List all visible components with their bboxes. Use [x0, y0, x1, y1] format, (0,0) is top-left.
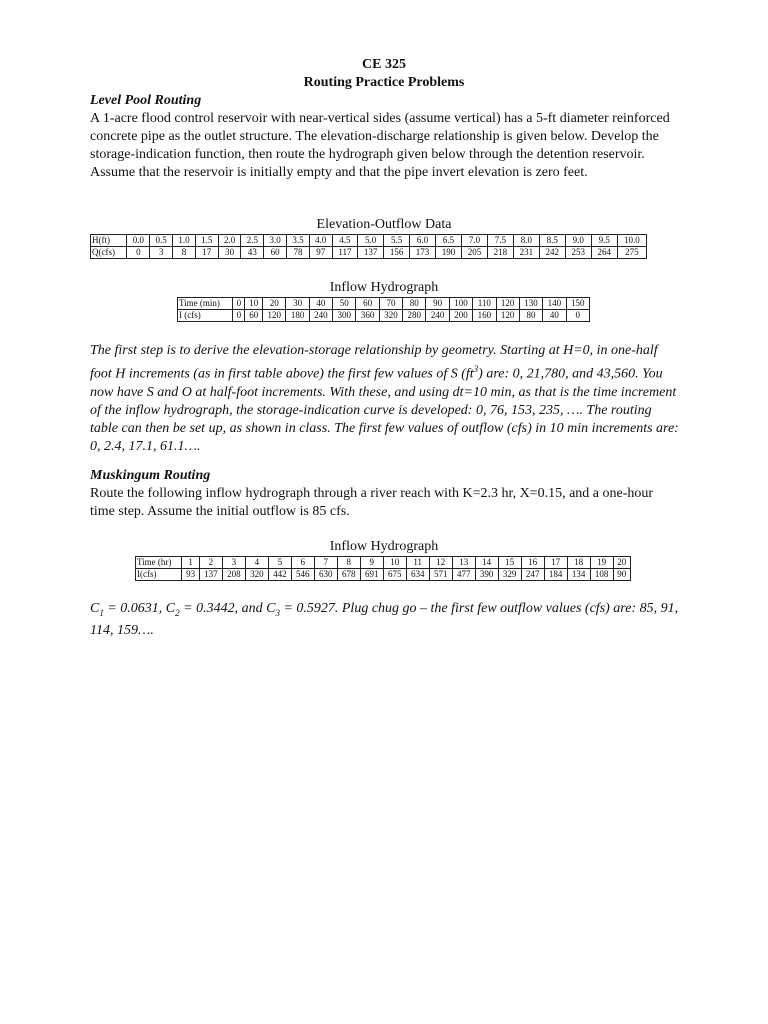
table-cell: 7.0 [461, 235, 487, 247]
inflow-hydrograph-table-1 [177, 297, 590, 322]
table-cell: 231 [513, 247, 539, 259]
superscript: 3 [473, 364, 479, 374]
table-cell: 156 [384, 247, 410, 259]
table-cell: 8 [173, 247, 196, 259]
row-label: I(cfs) [136, 569, 182, 581]
table-cell: 329 [498, 569, 521, 581]
table-cell: 93 [182, 569, 199, 581]
table-cell: 9 [360, 557, 383, 569]
table-cell: 108 [590, 569, 613, 581]
table-cell: 134 [567, 569, 590, 581]
table-cell: 205 [461, 247, 487, 259]
level-pool-solution [90, 342, 680, 456]
table-cell: 5.5 [384, 235, 410, 247]
table-cell: 60 [264, 247, 287, 259]
table-cell: 10 [383, 557, 406, 569]
table-cell: 1 [182, 557, 199, 569]
table-cell: 78 [287, 247, 310, 259]
table-cell: 634 [406, 569, 429, 581]
level-pool-heading: Level Pool Routing [90, 93, 202, 108]
table-cell: 190 [436, 247, 462, 259]
c2-value: = 0.3442, and [179, 601, 267, 616]
table-cell: 14 [475, 557, 498, 569]
table-cell: 242 [539, 247, 565, 259]
table-cell: 120 [496, 310, 519, 322]
table-cell: 691 [360, 569, 383, 581]
row-label: Time (hr) [136, 557, 182, 569]
table-cell: 3.0 [264, 235, 287, 247]
table-cell: 117 [332, 247, 358, 259]
subscript: 2 [175, 607, 180, 618]
table-cell: 6.0 [410, 235, 436, 247]
inflow-hydrograph-caption-1: Inflow Hydrograph [329, 280, 439, 295]
solution-text-a: The first step is to derive the elevation-storage relationship by geometry. Starting at H=0, in one-half foot H increments (as in first table above) the first few values of S (ft [90, 343, 658, 382]
table-cell: 10 [245, 298, 263, 310]
table-cell: 477 [452, 569, 475, 581]
table-row [178, 310, 590, 322]
table-cell: 8 [337, 557, 360, 569]
table-cell: 20 [263, 298, 286, 310]
table-cell: 20 [613, 557, 630, 569]
table-row [136, 557, 631, 569]
table-cell: 360 [356, 310, 379, 322]
table-cell: 0.5 [150, 235, 173, 247]
table-cell: 4.0 [309, 235, 332, 247]
table-cell: 264 [591, 247, 617, 259]
row-label: Q(cfs) [91, 247, 127, 259]
table-cell: 546 [291, 569, 314, 581]
level-pool-intro: A 1-acre flood control reservoir with near-vertical sides (assume vertical) has a 5-ft diameter reinforced concrete pipe as the outlet structure. The elevation-discharge relationship is given below. Develop the storage-indication function, then route the hydrograph given below through the detention reservoir. Assume that the reservoir is initially empty and that the pipe invert elevation is zero feet. [90, 111, 670, 180]
table-cell: 173 [410, 247, 436, 259]
table-cell: 8.0 [513, 235, 539, 247]
table-cell: 200 [449, 310, 472, 322]
table-cell: 320 [379, 310, 402, 322]
c1-symbol: C [90, 601, 100, 616]
table-cell: 100 [449, 298, 472, 310]
table-cell: 4.5 [332, 235, 358, 247]
table-cell: 0.0 [127, 235, 150, 247]
table-cell: 19 [590, 557, 613, 569]
table-cell: 275 [617, 247, 646, 259]
table-cell: 6 [291, 557, 314, 569]
table-cell: 0 [233, 298, 245, 310]
table-cell: 17 [195, 247, 218, 259]
table-cell: 110 [473, 298, 496, 310]
table-cell: 675 [383, 569, 406, 581]
table-cell: 300 [333, 310, 356, 322]
subscript: 1 [99, 607, 104, 618]
elevation-outflow-table [90, 234, 647, 259]
table-cell: 10.0 [617, 235, 646, 247]
table-cell: 11 [406, 557, 429, 569]
table-cell: 17 [544, 557, 567, 569]
table-cell: 60 [245, 310, 263, 322]
table-cell: 0 [566, 310, 589, 322]
table-cell: 140 [543, 298, 566, 310]
table-cell: 9.0 [565, 235, 591, 247]
table-cell: 18 [567, 557, 590, 569]
table-cell: 15 [498, 557, 521, 569]
table-cell: 7.5 [487, 235, 513, 247]
table-cell: 4 [245, 557, 268, 569]
table-cell: 40 [543, 310, 566, 322]
table-cell: 247 [521, 569, 544, 581]
table-cell: 130 [519, 298, 542, 310]
table-cell: 253 [565, 247, 591, 259]
table-cell: 16 [521, 557, 544, 569]
table-cell: 5 [268, 557, 291, 569]
table-cell: 6.5 [436, 235, 462, 247]
table-cell: 90 [613, 569, 630, 581]
table-cell: 240 [426, 310, 449, 322]
table-cell: 120 [263, 310, 286, 322]
table-cell: 2 [199, 557, 222, 569]
table-row [91, 235, 647, 247]
table-cell: 9.5 [591, 235, 617, 247]
table-cell: 50 [333, 298, 356, 310]
row-label: H(ft) [91, 235, 127, 247]
solution-text-b: ) are: 0, 21,780, and 43,560. You now have S and O at half-foot increments. With these, and using dt=10 min, as that is the time increment of the inflow hydrograph, the storage-indication curve is developed: 0, 76, 153, 235, …. The routing table can then be set up, as shown in class. The first few values of outflow (cfs) in 10 min increments are: 0, 2.4, 17.1, 61.1…. [90, 366, 679, 454]
table-cell: 2.5 [241, 235, 264, 247]
table-cell: 3.5 [287, 235, 310, 247]
muskingum-intro: Route the following inflow hydrograph through a river reach with K=2.3 hr, X=0.15, and a one-hour time step. Assume the initial outflow is 85 cfs. [90, 486, 654, 519]
subscript: 3 [275, 607, 280, 618]
table-cell: 218 [487, 247, 513, 259]
table-cell: 80 [519, 310, 542, 322]
c1-value: = 0.0631, [103, 601, 166, 616]
c3-value: = 0.5927. Plug chug go – the first few outflow values (cfs) are: 85, 91, 114, 159…. [90, 601, 679, 638]
table-cell: 13 [452, 557, 475, 569]
table-cell: 240 [309, 310, 332, 322]
table-cell: 2.0 [218, 235, 241, 247]
table-cell: 160 [473, 310, 496, 322]
row-label: Time (min) [178, 298, 233, 310]
table-cell: 80 [403, 298, 426, 310]
table-row [136, 569, 631, 581]
table-cell: 184 [544, 569, 567, 581]
table-cell: 97 [309, 247, 332, 259]
table-cell: 70 [379, 298, 402, 310]
table-cell: 630 [314, 569, 337, 581]
table-cell: 120 [496, 298, 519, 310]
table-cell: 137 [199, 569, 222, 581]
table-cell: 678 [337, 569, 360, 581]
table-cell: 8.5 [539, 235, 565, 247]
table-cell: 280 [403, 310, 426, 322]
table-cell: 150 [566, 298, 589, 310]
table-cell: 30 [218, 247, 241, 259]
table-cell: 180 [286, 310, 309, 322]
table-cell: 40 [309, 298, 332, 310]
table-cell: 12 [429, 557, 452, 569]
course-title: CE 325 [362, 57, 406, 72]
table-cell: 60 [356, 298, 379, 310]
table-cell: 3 [222, 557, 245, 569]
table-cell: 30 [286, 298, 309, 310]
table-cell: 208 [222, 569, 245, 581]
table-cell: 137 [358, 247, 384, 259]
table-cell: 1.0 [173, 235, 196, 247]
table-row [178, 298, 590, 310]
table-cell: 320 [245, 569, 268, 581]
table-cell: 390 [475, 569, 498, 581]
inflow-hydrograph-table-2 [135, 556, 631, 581]
table-cell: 0 [127, 247, 150, 259]
elevation-outflow-caption: Elevation-Outflow Data [316, 217, 452, 232]
table-cell: 43 [241, 247, 264, 259]
table-cell: 571 [429, 569, 452, 581]
muskingum-heading: Muskingum Routing [90, 468, 211, 483]
muskingum-solution [90, 600, 680, 640]
table-row [91, 247, 647, 259]
document-title: Routing Practice Problems [303, 75, 465, 90]
table-cell: 1.5 [195, 235, 218, 247]
table-cell: 90 [426, 298, 449, 310]
table-cell: 0 [233, 310, 245, 322]
row-label: I (cfs) [178, 310, 233, 322]
c3-symbol: C [266, 601, 276, 616]
table-cell: 7 [314, 557, 337, 569]
inflow-hydrograph-caption-2: Inflow Hydrograph [329, 539, 439, 554]
table-cell: 442 [268, 569, 291, 581]
table-cell: 5.0 [358, 235, 384, 247]
c2-symbol: C [165, 601, 176, 616]
table-cell: 3 [150, 247, 173, 259]
